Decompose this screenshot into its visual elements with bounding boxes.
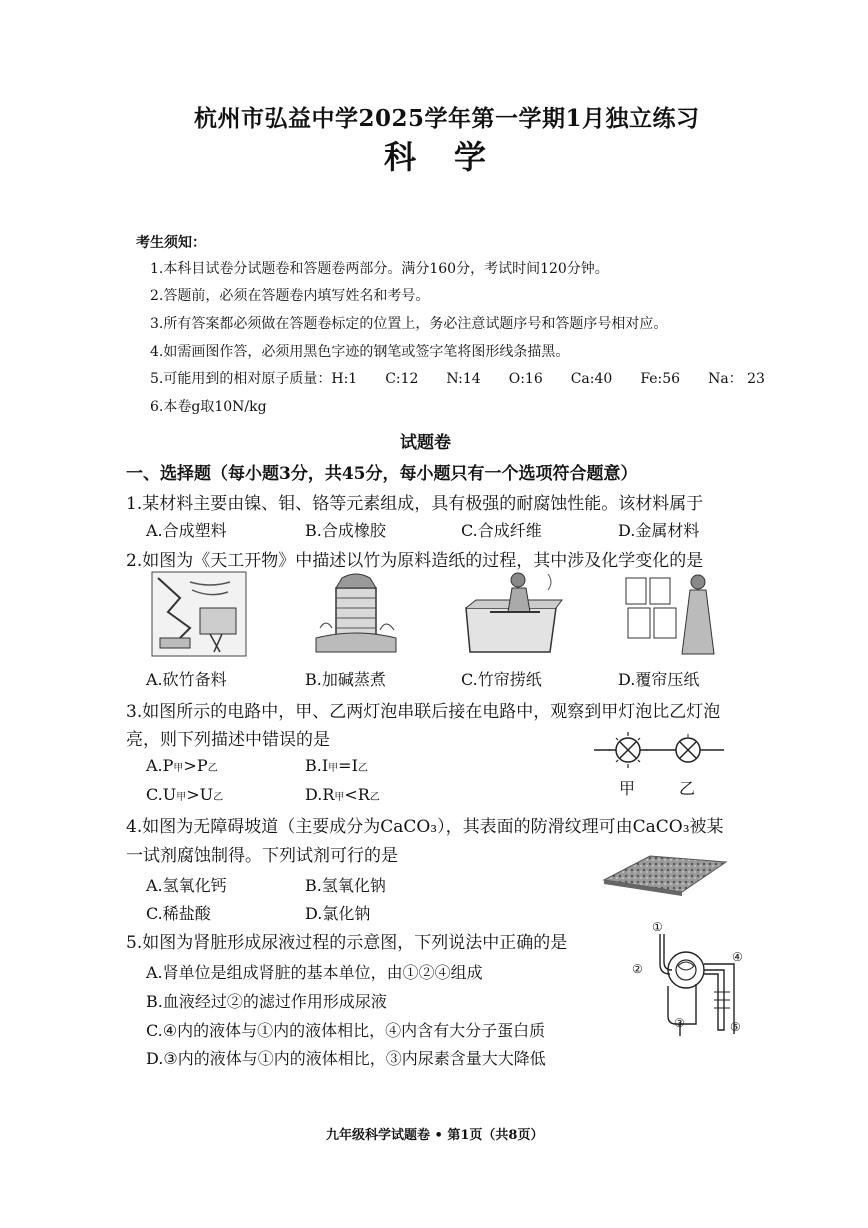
q5-option-b: B.血液经过②的滤过作用形成尿液 [146, 992, 387, 1011]
q3-c-sub2: 乙 [213, 792, 224, 803]
q3-b-mid: =I [338, 756, 358, 775]
nephron-label-3: ③ [674, 1016, 685, 1030]
question-4-stem-line2: 一试剂腐蚀制得。下列试剂可行的是 [126, 846, 398, 866]
q3-d-sub1: 甲 [334, 792, 345, 803]
q1-option-c: C.合成纤维 [461, 521, 542, 540]
woodcut-paper-scooping-image [460, 568, 564, 660]
q5-option-d: D.③内的液体与①内的液体相比，③内尿素含量大大降低 [146, 1049, 546, 1068]
question-1-stem: 1.某材料主要由镍、钼、铬等元素组成，具有极强的耐腐蚀性能。该材料属于 [126, 494, 704, 514]
woodcut-boiling-image [306, 568, 404, 660]
question-2-stem: 2.如图为《天工开物》中描述以竹为原料造纸的过程，其中涉及化学变化的是 [126, 551, 704, 571]
q3-c-mid: >U [186, 785, 214, 804]
notice-item: 5.可能用到的相对原子质量：H:1 C:12 N:14 O:16 Ca:40 Fe:56 Na： 23 [150, 371, 765, 387]
q3-a-sub1: 甲 [173, 763, 184, 774]
q4-option-c: C.稀盐酸 [146, 904, 211, 923]
q3-d-sub2: 乙 [369, 792, 380, 803]
notice-item: 6.本卷g取10N/kg [150, 399, 267, 415]
q3-c-text: C.U [146, 785, 177, 804]
q3-option-c [146, 785, 223, 804]
q3-a-text: A.P [146, 756, 174, 775]
nephron-label-4: ④ [732, 950, 743, 964]
lamp-label-jia: 甲 [619, 779, 636, 798]
notice-item: 1.本科目试卷分试题卷和答题卷两部分。满分160分，考试时间120分钟。 [150, 261, 609, 277]
q4-option-a: A.氢氧化钙 [146, 876, 227, 895]
nephron-diagram [632, 920, 748, 1050]
q3-option-d [305, 785, 380, 804]
q5-option-a: A.肾单位是组成肾脏的基本单位，由①②④组成 [146, 963, 483, 982]
q3-a-mid: >P [183, 756, 208, 775]
woodcut-cutting-bamboo-image [150, 568, 248, 660]
q3-b-sub1: 甲 [328, 763, 339, 774]
q1-option-d: D.金属材料 [618, 521, 700, 540]
q3-option-a [146, 756, 218, 775]
q3-a-sub2: 乙 [207, 763, 218, 774]
q2-option-c: C.竹帘捞纸 [461, 670, 542, 689]
q3-d-text: D.R [305, 785, 335, 804]
q4-option-d: D.氯化钠 [305, 904, 371, 923]
nephron-label-1: ① [652, 920, 663, 934]
page-footer: 九年级科学试题卷 • 第1页（共8页） [326, 1128, 544, 1143]
nephron-label-5: ⑤ [730, 1020, 741, 1034]
section-heading: 一、选择题（每小题3分，共45分，每小题只有一个选项符合题意） [126, 464, 638, 484]
notice-item: 4.如需画图作答，必须用黑色字迹的钢笔或签字笔将图形线条描黑。 [150, 344, 570, 360]
notice-item: 2.答题前，必须在答题卷内填写姓名和考号。 [150, 288, 430, 304]
nephron-label-2: ② [632, 962, 643, 976]
q3-option-b [305, 756, 368, 775]
q5-option-c: C.④内的液体与①内的液体相比，④内含有大分子蛋白质 [146, 1021, 546, 1040]
question-3-stem-line2: 亮，则下列描述中错误的是 [126, 730, 330, 750]
q1-option-a: A.合成塑料 [146, 521, 227, 540]
question-4-stem-line1: 4.如图为无障碍坡道（主要成分为CaCO₃），其表面的防滑纹理可由CaCO₃被某 [126, 817, 724, 837]
woodcut-pressing-paper-image [618, 568, 722, 660]
notice-heading: 考生须知： [136, 235, 206, 251]
q3-c-sub1: 甲 [176, 792, 187, 803]
q3-b-text: B.I [305, 756, 329, 775]
subject-title: 科学 [384, 138, 525, 176]
q4-option-b: B.氢氧化钠 [305, 876, 386, 895]
lamp-label-yi: 乙 [679, 779, 696, 798]
q2-option-a: A.砍竹备料 [146, 670, 227, 689]
question-5-stem: 5.如图为肾脏形成尿液过程的示意图，下列说法中正确的是 [126, 933, 568, 953]
q1-option-b: B.合成橡胶 [305, 521, 386, 540]
exam-title: 杭州市弘益中学2025学年第一学期1月独立练习 [194, 105, 700, 132]
question-3-stem-line1: 3.如图所示的电路中，甲、乙两灯泡串联后接在电路中，观察到甲灯泡比乙灯泡 [126, 702, 721, 722]
paper-label: 试题卷 [400, 433, 451, 453]
q3-d-mid: <R [344, 785, 370, 804]
q2-option-b: B.加碱蒸煮 [305, 670, 386, 689]
notice-item: 3.所有答案都必须做在答题卷标定的位置上，务必注意试题序号和答题序号相对应。 [150, 316, 668, 332]
q3-b-sub2: 乙 [357, 763, 368, 774]
q2-option-d: D.覆帘压纸 [618, 670, 700, 689]
textured-ramp-image [600, 850, 730, 900]
circuit-lamps-diagram [590, 730, 730, 800]
